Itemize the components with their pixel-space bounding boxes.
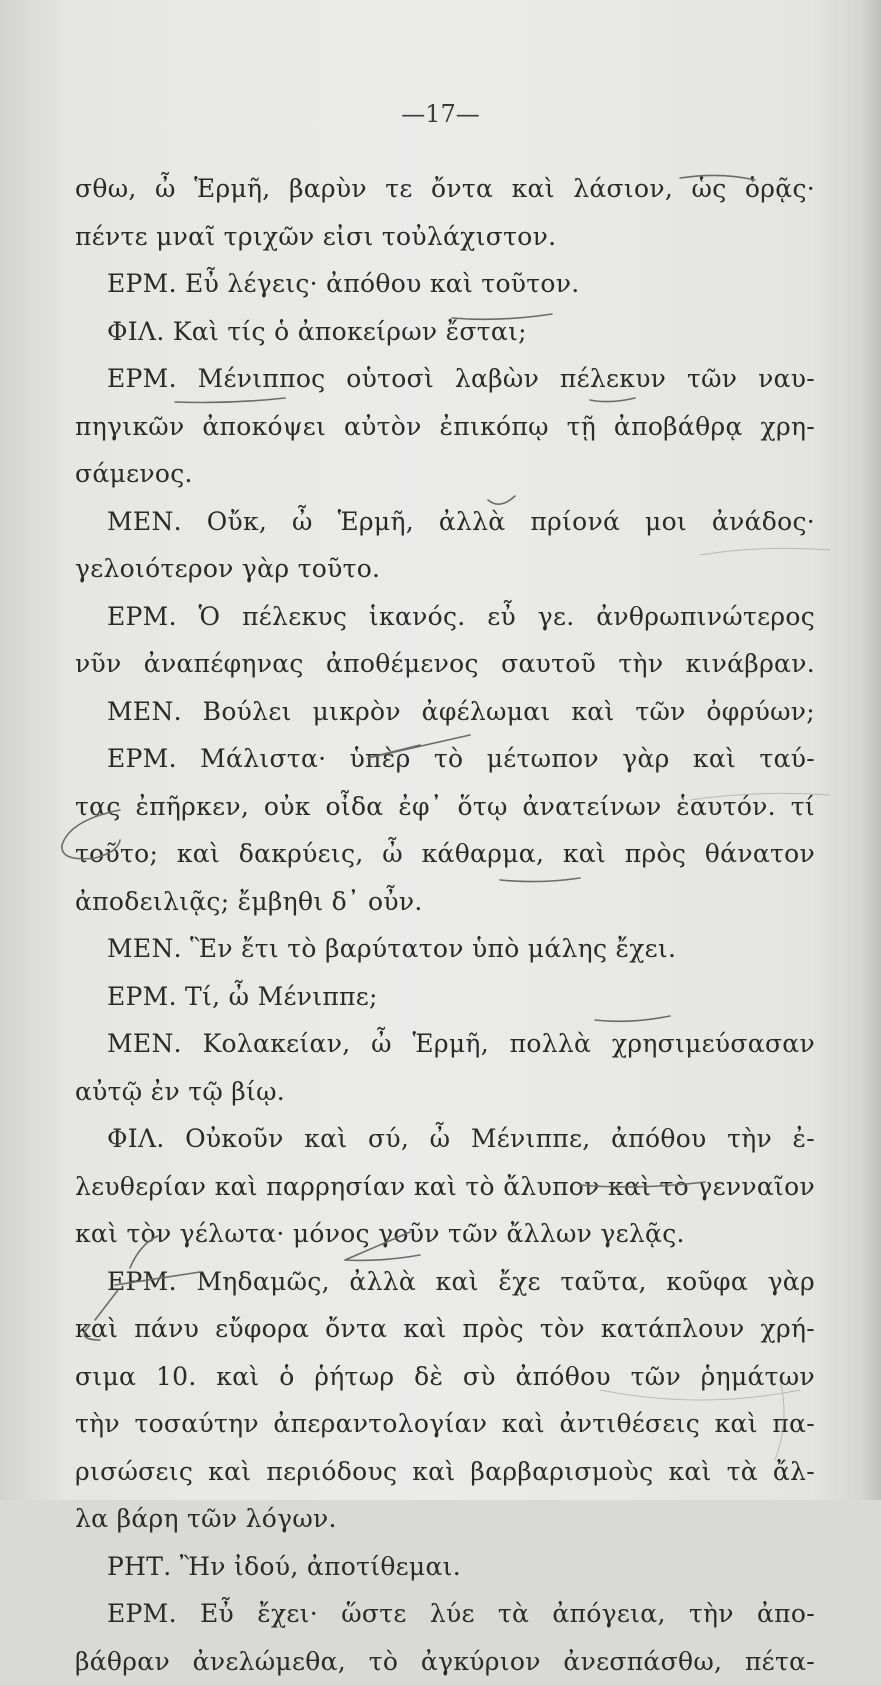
text-line: λευθερίαν καὶ παρρησίαν καὶ τὸ ἄλυπον καὶ τὸ γενναῖον [75, 1163, 815, 1211]
text-line: ΕΡΜ. Μένιππος οὑτοσὶ λαβὼν πέλεκυν τῶν ναυ- [75, 355, 815, 403]
text-line: ΦΙΛ. Οὐκοῦν καὶ σύ, ὦ Μένιππε, ἀπόθου τὴν ἐ- [75, 1115, 815, 1163]
text-line: γελοιότερον γὰρ τοῦτο. [75, 545, 815, 593]
text-line: πέντε μναῖ τριχῶν εἰσι τοὐλάχιστον. [75, 213, 815, 261]
body-text [75, 165, 815, 1685]
text-line: ρισώσεις καὶ περιόδους καὶ βαρβαρισμοὺς καὶ τὰ ἄλ- [75, 1448, 815, 1496]
text-line: σθω, ὦ Ἑρμῆ, βαρὺν τε ὄντα καὶ λάσιον, ὡς ὁρᾷς· [75, 165, 815, 213]
text-line: λα βάρη τῶν λόγων. [75, 1495, 815, 1543]
text-line: ΕΡΜ. Εὖ λέγεις· ἀπόθου καὶ τοῦτον. [75, 260, 815, 308]
text-line: ΜΕΝ. Ἓν ἔτι τὸ βαρύτατον ὑπὸ μάλης ἔχει. [75, 925, 815, 973]
text-line: αὐτῷ ἐν τῷ βίῳ. [75, 1068, 815, 1116]
text-line: καὶ πάνυ εὔφορα ὄντα καὶ πρὸς τὸν κατάπλουν χρή- [75, 1305, 815, 1353]
text-line: ΕΡΜ. Τί, ὦ Μένιππε; [75, 973, 815, 1021]
text-line: βάθραν ἀνελώμεθα, τὸ ἀγκύριον ἀνεσπάσθω, πέτα- [75, 1638, 815, 1685]
text-line: καὶ τὸν γέλωτα· μόνος γοῦν τῶν ἄλλων γελᾷς. [75, 1210, 815, 1258]
text-line: τὴν τοσαύτην ἀπεραντολογίαν καὶ ἀντιθέσεις καὶ πα- [75, 1400, 815, 1448]
text-line: ἀποδειλιᾷς; ἔμβηθι δ᾽ οὖν. [75, 878, 815, 926]
text-line: ΜΕΝ. Οὔκ, ὦ Ἑρμῆ, ἀλλὰ πρίονά μοι ἀνάδος· [75, 498, 815, 546]
text-line: ΕΡΜ. Ὁ πέλεκυς ἱκανός. εὖ γε. ἀνθρωπινώτερος [75, 593, 815, 641]
text-line: ΕΡΜ. Μηδαμῶς, ἀλλὰ καὶ ἔχε ταῦτα, κοῦφα γὰρ [75, 1258, 815, 1306]
text-line: τοῦτο; καὶ δακρύεις, ὦ κάθαρμα, καὶ πρὸς θάνατον [75, 830, 815, 878]
text-line: ΡΗΤ. Ἢν ἰδού, ἀποτίθεμαι. [75, 1543, 815, 1591]
text-line: σιμα 10. καὶ ὁ ῥήτωρ δὲ σὺ ἀπόθου τῶν ῥημάτων [75, 1353, 815, 1401]
text-line: νῦν ἀναπέφηνας ἀποθέμενος σαυτοῦ τὴν κινάβραν. [75, 640, 815, 688]
text-line: ΜΕΝ. Βούλει μικρὸν ἀφέλωμαι καὶ τῶν ὀφρύων; [75, 688, 815, 736]
text-line: ΦΙΛ. Καὶ τίς ὁ ἀποκείρων ἔσται; [75, 308, 815, 356]
page-edge-shadow [861, 0, 881, 1500]
text-line: ΕΡΜ. Μάλιστα· ὑπὲρ τὸ μέτωπον γὰρ καὶ ταύ- [75, 735, 815, 783]
text-line: ΜΕΝ. Κολακείαν, ὦ Ἑρμῆ, πολλὰ χρησιμεύσασαν [75, 1020, 815, 1068]
text-line: πηγικῶν ἀποκόψει αὐτὸν ἐπικόπῳ τῇ ἀποβάθρᾳ χρη- [75, 403, 815, 451]
page-number: —17— [0, 100, 881, 128]
text-line: σάμενος. [75, 450, 815, 498]
text-line: ΕΡΜ. Εὖ ἔχει· ὥστε λύε τὰ ἀπόγεια, τὴν ἀπο- [75, 1590, 815, 1638]
text-line: τας ἐπῆρκεν, οὐκ οἶδα ἐφ᾽ ὅτῳ ἀνατείνων ἑαυτόν. τί [75, 783, 815, 831]
